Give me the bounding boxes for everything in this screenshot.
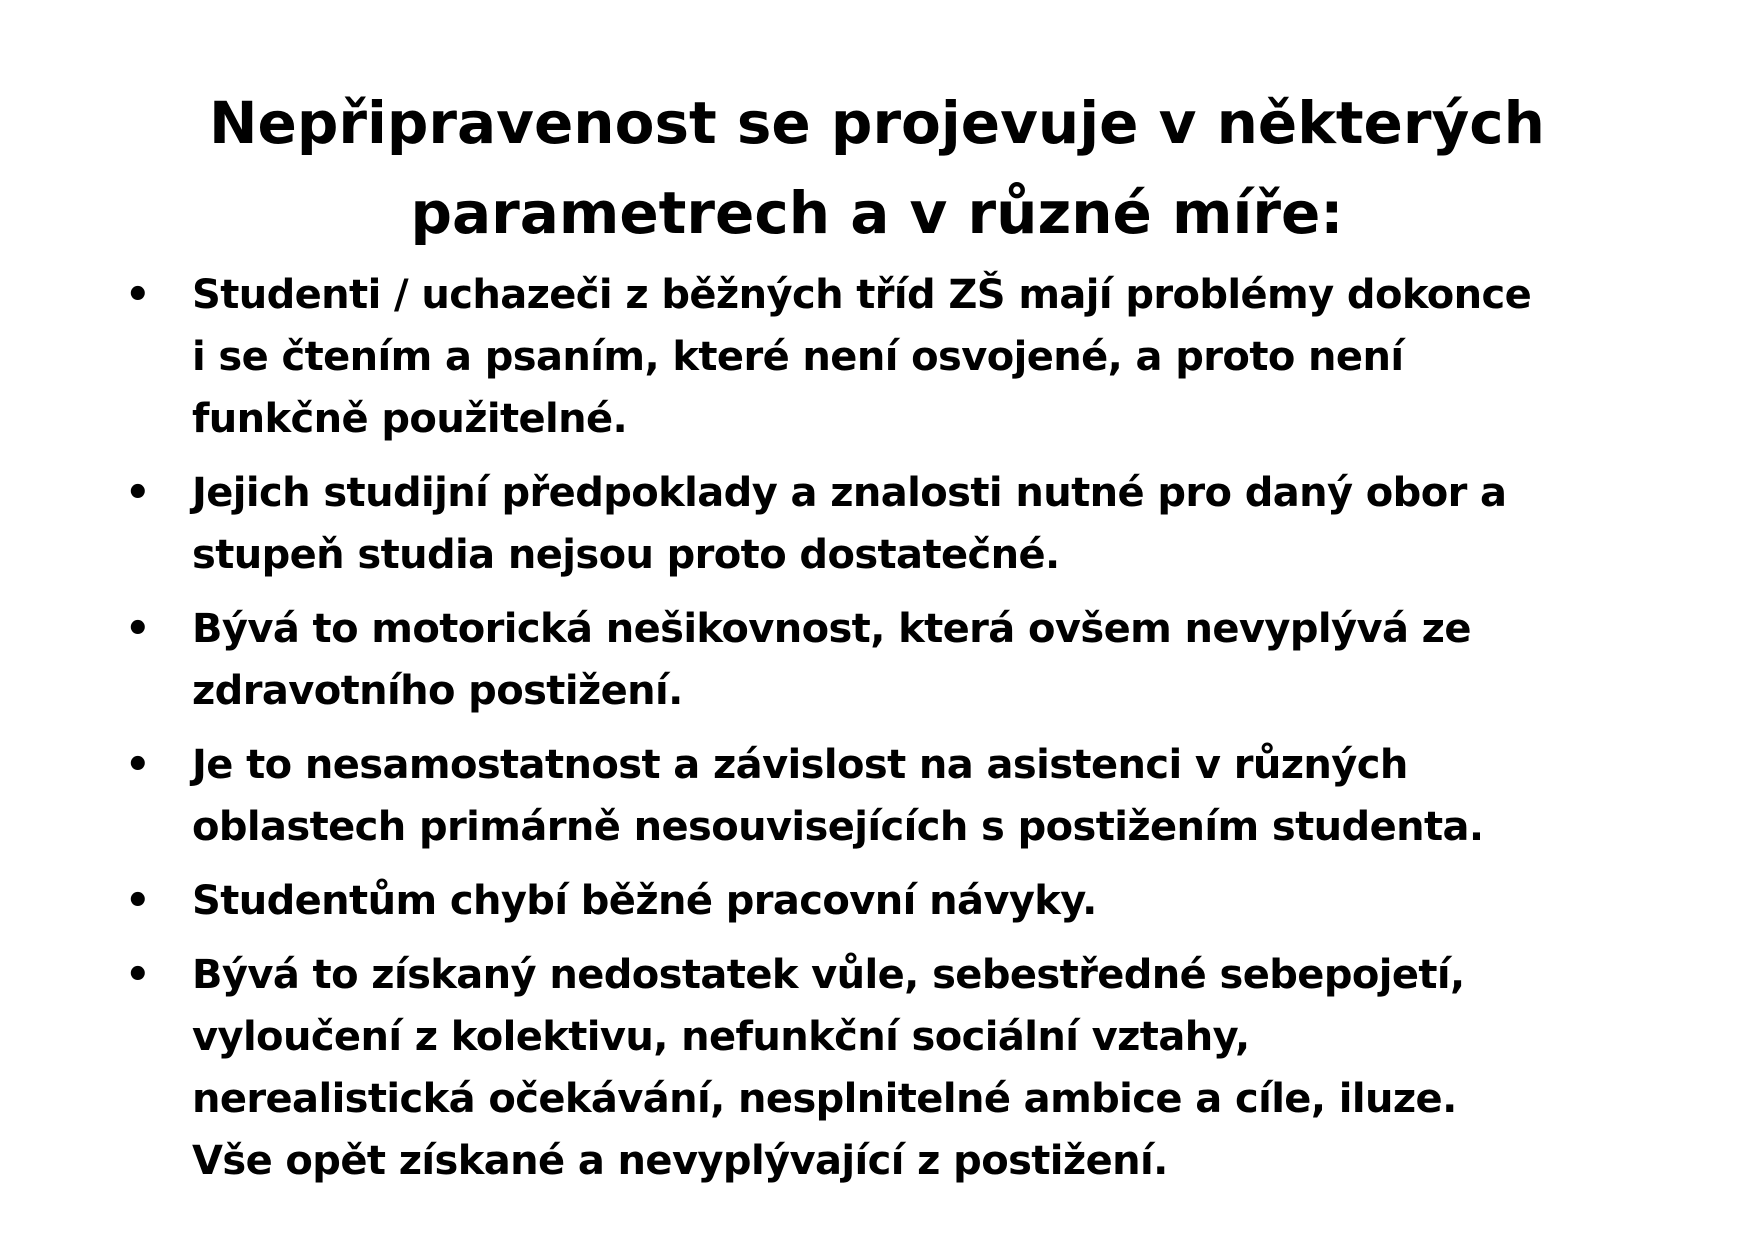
slide-title xyxy=(120,78,1634,258)
bullet-text-line: Studenti / uchazeči z běžných tříd ZŠ mají problémy dokonce xyxy=(192,272,1532,318)
title-line: parametrech a v různé míře: xyxy=(410,179,1344,247)
bullet-list xyxy=(125,264,1655,1204)
bullet-text-line: oblastech primárně nesouvisejících s postižením studenta. xyxy=(192,804,1484,850)
bullet-item xyxy=(125,264,1655,450)
bullet-icon: • xyxy=(125,878,151,924)
bullet-icon: • xyxy=(125,470,151,516)
bullet-text-line: zdravotního postižení. xyxy=(192,668,683,714)
bullet-icon: • xyxy=(125,952,151,998)
bullet-text-line: funkčně použitelné. xyxy=(192,396,628,442)
bullet-text-line: Bývá to motorická nešikovnost, která ovšem nevyplývá ze xyxy=(192,606,1471,652)
bullet-text-line: stupeň studia nejsou proto dostatečné. xyxy=(192,532,1060,578)
bullet-text-line: Vše opět získané a nevyplývající z postižení. xyxy=(192,1138,1168,1184)
bullet-text-line: Jejich studijní předpoklady a znalosti nutné pro daný obor a xyxy=(192,470,1507,516)
bullet-icon: • xyxy=(125,742,151,788)
bullet-text-line: Je to nesamostatnost a závislost na asistenci v různých xyxy=(192,742,1408,788)
bullet-icon: • xyxy=(125,272,151,318)
bullet-item xyxy=(125,870,1655,932)
bullet-text-line: i se čtením a psaním, které není osvojené, a proto není xyxy=(192,334,1404,380)
bullet-item xyxy=(125,462,1655,586)
bullet-icon: • xyxy=(125,606,151,652)
bullet-item xyxy=(125,734,1655,858)
bullet-text-line: Studentům chybí běžné pracovní návyky. xyxy=(192,878,1097,924)
bullet-text-line: Bývá to získaný nedostatek vůle, sebestředné sebepojetí, xyxy=(192,952,1465,998)
bullet-item xyxy=(125,598,1655,722)
bullet-item xyxy=(125,944,1655,1192)
bullet-text-line: nerealistická očekávání, nesplnitelné ambice a cíle, iluze. xyxy=(192,1076,1457,1122)
title-line: Nepřipravenost se projevuje v některých xyxy=(209,89,1545,157)
bullet-text-line: vyloučení z kolektivu, nefunkční sociální vztahy, xyxy=(192,1014,1250,1060)
